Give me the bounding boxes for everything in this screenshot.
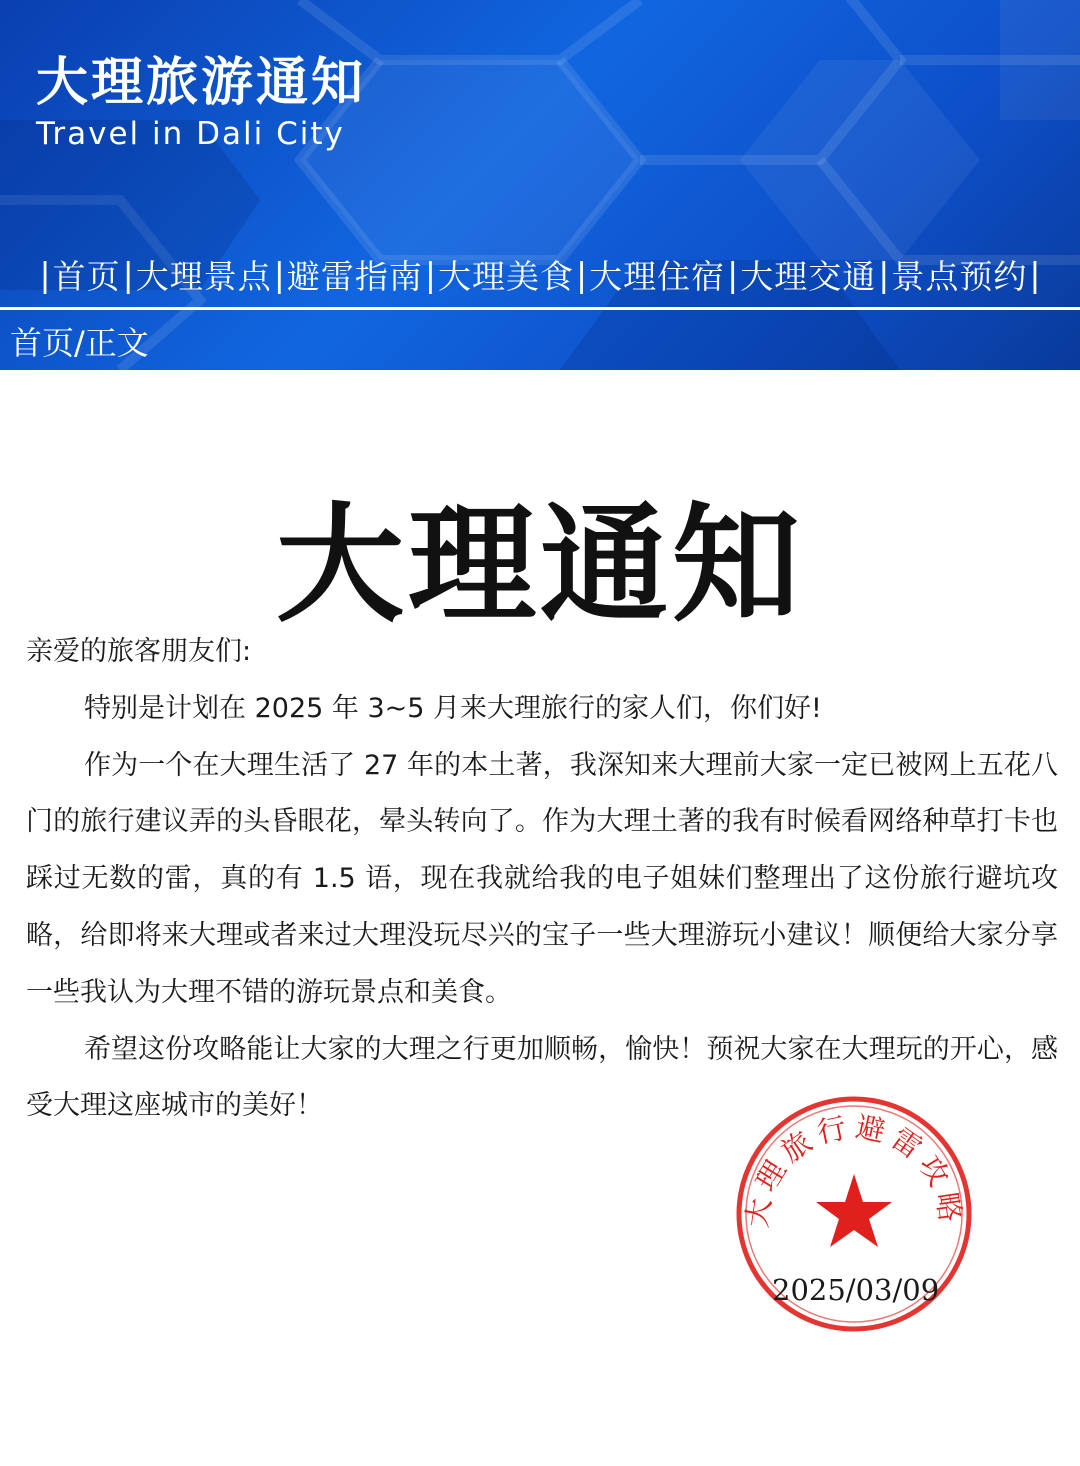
body-paragraph: 特别是计划在 2025 年 3~5 月来大理旅行的家人们，你们好! bbox=[84, 692, 822, 724]
header-banner bbox=[0, 0, 1080, 370]
site-title: 大理旅游通知 bbox=[36, 53, 367, 113]
body-paragraph: 作为一个在大理生活了 27 年的本土著，我深知来大理前大家一定已被网上五花八门的旅行建议弄的头昏眼花，晕头转向了。作为大理土著的我有时候看网络种草打卡也踩过无数的雷，真的有 1.5 语，现在我就给我的电子姐妹们整理出了这份旅行避坑攻略，给即将来大理或者来过大理没玩尽兴的宝子一些大理游玩小建议！顺便给大家分享一些我认为大理不错的游玩景点和美食。 bbox=[26, 749, 1058, 1008]
nav-item-booking[interactable]: 景点预约 bbox=[891, 256, 1028, 296]
nav-divider bbox=[0, 307, 1080, 310]
nav-item-food[interactable]: 大理美食 bbox=[438, 256, 574, 296]
stamp-date: 2025/03/09 bbox=[772, 1273, 940, 1307]
nav-separator: | bbox=[424, 254, 436, 294]
nav-item-transport[interactable]: 大理交通 bbox=[740, 256, 877, 296]
star-icon bbox=[816, 1174, 892, 1247]
nav-separator: | bbox=[122, 254, 134, 294]
nav-separator: | bbox=[878, 254, 890, 294]
nav-item-pitfall-guide[interactable]: 避雷指南 bbox=[286, 256, 423, 296]
nav-separator: | bbox=[727, 254, 739, 294]
document-title: 大理通知 bbox=[275, 491, 804, 640]
breadcrumb[interactable]: 首页/正文 bbox=[10, 324, 149, 362]
greeting: 亲爱的旅客朋友们: bbox=[26, 636, 252, 667]
seal-text: 大理旅行避雷攻略 bbox=[739, 1109, 969, 1230]
nav-separator: | bbox=[39, 254, 51, 294]
document-body bbox=[26, 624, 1058, 1135]
nav-item-attractions[interactable]: 大理景点 bbox=[135, 256, 272, 296]
nav-separator: | bbox=[1029, 254, 1041, 294]
body-paragraph: 希望这份攻略能让大家的大理之行更加顺畅，愉快！预祝大家在大理玩的开心，感受大理这座城市的美好！ bbox=[26, 1033, 1058, 1122]
nav-item-lodging[interactable]: 大理住宿 bbox=[589, 256, 726, 296]
nav-separator: | bbox=[576, 254, 588, 294]
nav-separator: | bbox=[273, 254, 285, 294]
main-navigation bbox=[0, 250, 1080, 298]
site-subtitle: Travel in Dali City bbox=[36, 116, 345, 152]
nav-item-home[interactable]: 首页 bbox=[52, 256, 121, 296]
